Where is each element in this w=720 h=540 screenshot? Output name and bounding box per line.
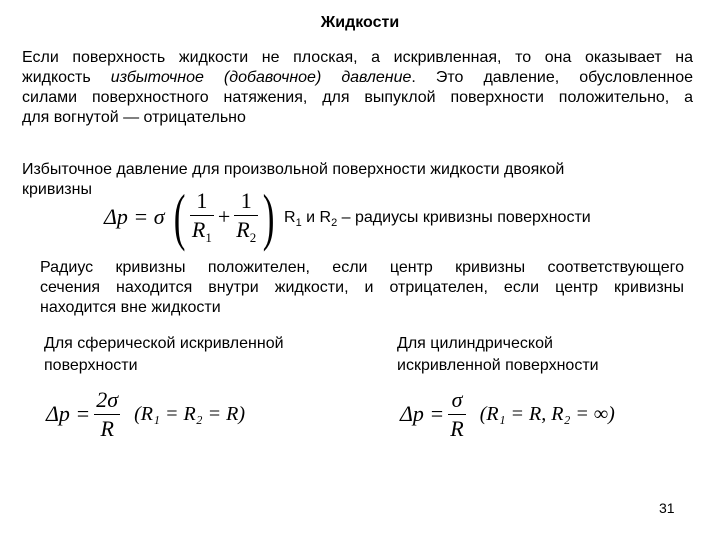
intro-line-2-pre: жидкость (22, 69, 111, 86)
plus-sign: + (217, 204, 231, 229)
radii-and: и (301, 209, 320, 226)
cylindrical-numerator: σ (451, 386, 463, 412)
spherical-caption-line-1: Для сферической искривленной (44, 335, 284, 352)
cylindrical-caption-line-2: искривленной поверхности (397, 357, 599, 374)
spherical-lhs: Δp = (46, 401, 91, 426)
fraction-1-denominator (190, 217, 214, 246)
intro-paragraph (22, 48, 693, 128)
spherical-fraction (94, 387, 120, 442)
fraction-1-bar (190, 215, 214, 216)
den2-letter: R (236, 217, 250, 242)
spherical-numerator: 2σ (96, 386, 119, 412)
fraction-2-numerator: 1 (240, 188, 252, 213)
den1-letter: R (191, 217, 206, 242)
cylindrical-lhs: Δp = (400, 401, 445, 426)
fraction-1-numerator: 1 (196, 188, 208, 213)
spherical-denominator: R (100, 415, 114, 441)
spherical-formula (46, 384, 245, 444)
right-paren: ) (263, 181, 275, 252)
cylindrical-fraction (448, 387, 465, 442)
excess-line-2: кривизны (22, 181, 92, 198)
spherical-caption-line-2: поверхности (44, 357, 138, 374)
main-formula-lhs: Δp = σ (104, 204, 165, 229)
spherical-caption (44, 333, 284, 377)
spherical-condition: (R₁ = R₂ = R) (134, 402, 245, 425)
r1-subscript: 1 (295, 217, 302, 230)
r2-subscript: 2 (331, 217, 338, 230)
fraction-2-bar (234, 215, 258, 216)
r1-letter: R (284, 209, 296, 226)
cylindrical-bar (448, 414, 465, 415)
radius-note-line-1: Радиус кривизны положителен, если центр кривизны соответствующего (40, 259, 684, 276)
fraction-1 (190, 188, 214, 246)
cylindrical-caption (397, 333, 599, 377)
fraction-2-denominator (234, 217, 258, 246)
main-formula (104, 181, 280, 252)
cylindrical-denominator: R (450, 415, 464, 441)
r2-letter: R (319, 209, 332, 226)
page-number: 31 (659, 500, 675, 516)
slide-title: Жидкости (320, 14, 400, 31)
den2-subscript: 2 (249, 230, 257, 245)
radii-rest: – радиусы кривизны поверхности (337, 209, 591, 226)
radii-label (284, 209, 591, 229)
intro-line-3: силами поверхностного натяжения, для выпуклой поверхности положительно, а (22, 89, 693, 106)
cylindrical-formula (400, 384, 615, 444)
intro-italic-term: избыточное (добавочное) давление (110, 69, 412, 86)
radius-note-line-3: находится вне жидкости (40, 299, 221, 316)
fraction-2 (234, 188, 258, 246)
intro-line-2-post: . Это давление, обусловленное (411, 69, 693, 86)
den1-subscript: 1 (205, 230, 212, 245)
radius-note-paragraph (40, 258, 684, 318)
cylindrical-condition: (R₁ = R, R₂ = ∞) (479, 402, 615, 425)
intro-line-1: Если поверхность жидкости не плоская, а искривленная, то она оказывает на (22, 49, 693, 66)
intro-line-4: для вогнутой — отрицательно (22, 109, 246, 126)
excess-line-1: Избыточное давление для произвольной поверхности жидкости двоякой (22, 161, 565, 178)
intro-line-2 (22, 68, 693, 88)
left-paren: ( (173, 181, 186, 252)
cylindrical-caption-line-1: Для цилиндрической (397, 335, 553, 352)
radius-note-line-2: сечения находится внутри жидкости, и отрицателен, если центр кривизны (40, 279, 684, 296)
spherical-bar (94, 414, 120, 415)
